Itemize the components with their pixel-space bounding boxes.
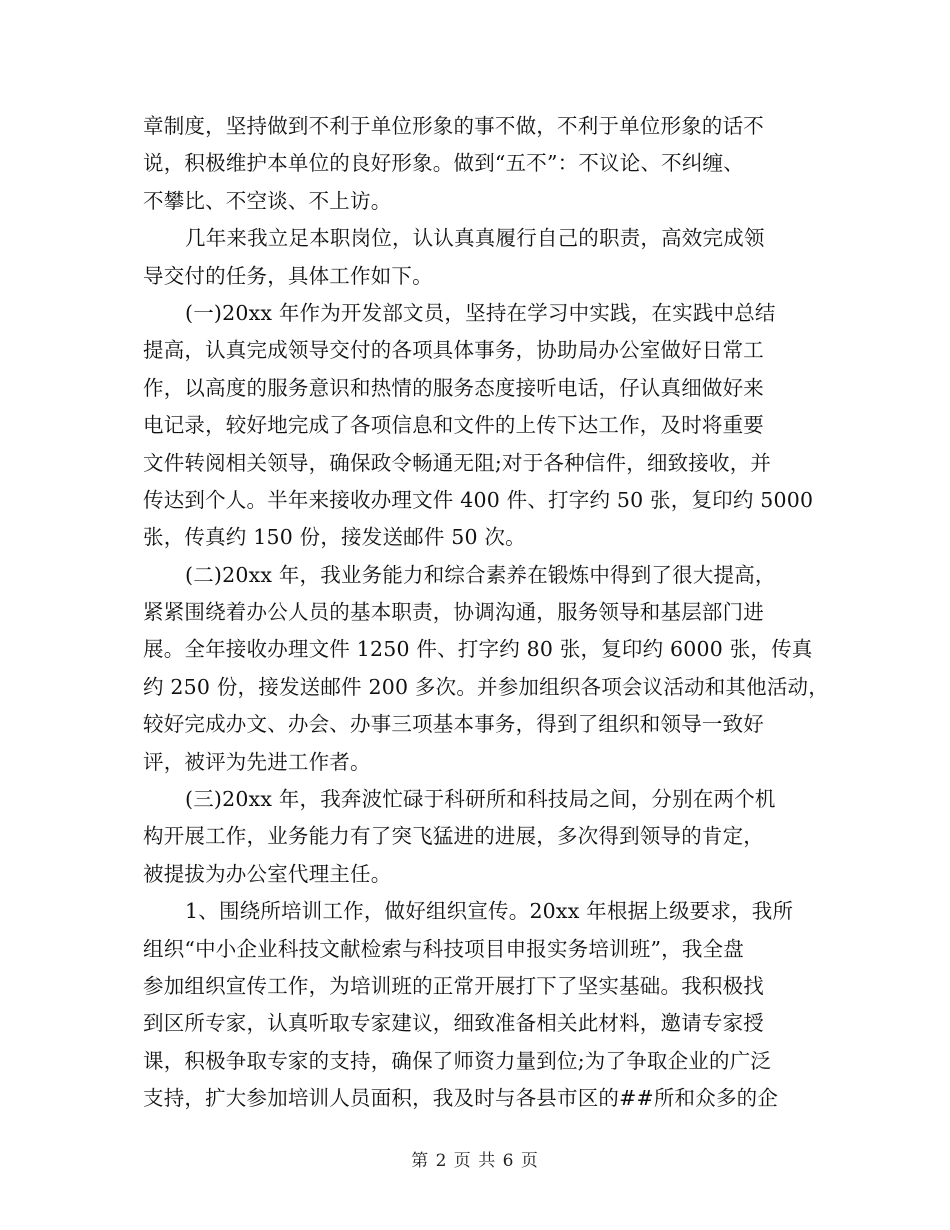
text-line: 文件转阅相关领导，确保政令畅通无阻;对于各种信件，细致接收，并 xyxy=(143,450,772,475)
paragraph-first-line: 几年来我立足本职岗位，认认真真履行自己的职责，高效完成领 xyxy=(185,226,765,251)
text-line: 张，传真约 150 份，接发送邮件 50 次。 xyxy=(143,525,526,550)
text-line: 约 250 份，接发送邮件 200 多次。并参加组织各项会议活动和其他活动， xyxy=(143,674,829,699)
text-line: 到区所专家，认真听取专家建议，细致准备相关此材料，邀请专家授 xyxy=(143,1011,764,1036)
text-line: 紧紧围绕着办公人员的基本职责，协调沟通，服务领导和基层部门进 xyxy=(143,600,764,625)
paragraph-first-line: (一)20xx 年作为开发部文员，坚持在学习中实践，在实践中总结 xyxy=(185,300,776,325)
page-number-footer: 第 2 页 共 6 页 xyxy=(411,1151,539,1171)
text-line: 提高，认真完成领导交付的各项具体事务，协助局办公室做好日常工 xyxy=(143,338,764,363)
text-line: 说，积极维护本单位的良好形象。做到“五不”：不议论、不纠缠、 xyxy=(143,151,744,176)
text-line: 较好完成办文、办会、办事三项基本事务，得到了组织和领导一致好 xyxy=(143,712,764,737)
paragraph-first-line: (二)20xx 年，我业务能力和综合素养在锻炼中得到了很大提高， xyxy=(185,562,776,587)
text-line: 传达到个人。半年来接收办理文件 400 件、打字约 50 张，复印约 5000 xyxy=(143,487,814,512)
text-line: 构开展工作，业务能力有了突飞猛进的进展，多次得到领导的肯定， xyxy=(143,824,764,849)
text-line: 组织“中小企业科技文献检索与科技项目申报实务培训班”，我全盘 xyxy=(143,936,744,961)
paragraph-first-line: 1、围绕所培训工作，做好组织宣传。20xx 年根据上级要求，我所 xyxy=(185,899,794,924)
text-line: 支持，扩大参加培训人员面积，我及时与各县市区的##所和众多的企 xyxy=(143,1086,779,1111)
text-line: 导交付的任务，具体工作如下。 xyxy=(143,263,433,288)
paragraph-first-line: (三)20xx 年，我奔波忙碌于科研所和科技局之间，分别在两个机 xyxy=(185,787,776,812)
text-line: 不攀比、不空谈、不上访。 xyxy=(143,188,392,213)
text-line: 评，被评为先进工作者。 xyxy=(143,749,371,774)
text-line: 章制度，坚持做到不利于单位形象的事不做，不利于单位形象的话不 xyxy=(143,114,764,138)
document-body xyxy=(143,108,829,1118)
text-line: 课，积极争取专家的支持，确保了师资力量到位;为了争取企业的广泛 xyxy=(143,1048,772,1073)
text-line: 展。全年接收办理文件 1250 件、打字约 80 张，复印约 6000 张，传真 xyxy=(143,637,813,662)
text-line: 作，以高度的服务意识和热情的服务态度接听电话，仔认真细做好来 xyxy=(143,375,764,400)
text-line: 参加组织宣传工作，为培训班的正常开展打下了坚实基础。我积极找 xyxy=(143,973,764,998)
text-line: 电记录，较好地完成了各项信息和文件的上传下达工作，及时将重要 xyxy=(143,413,764,438)
text-line: 被提拔为办公室代理主任。 xyxy=(143,861,392,886)
